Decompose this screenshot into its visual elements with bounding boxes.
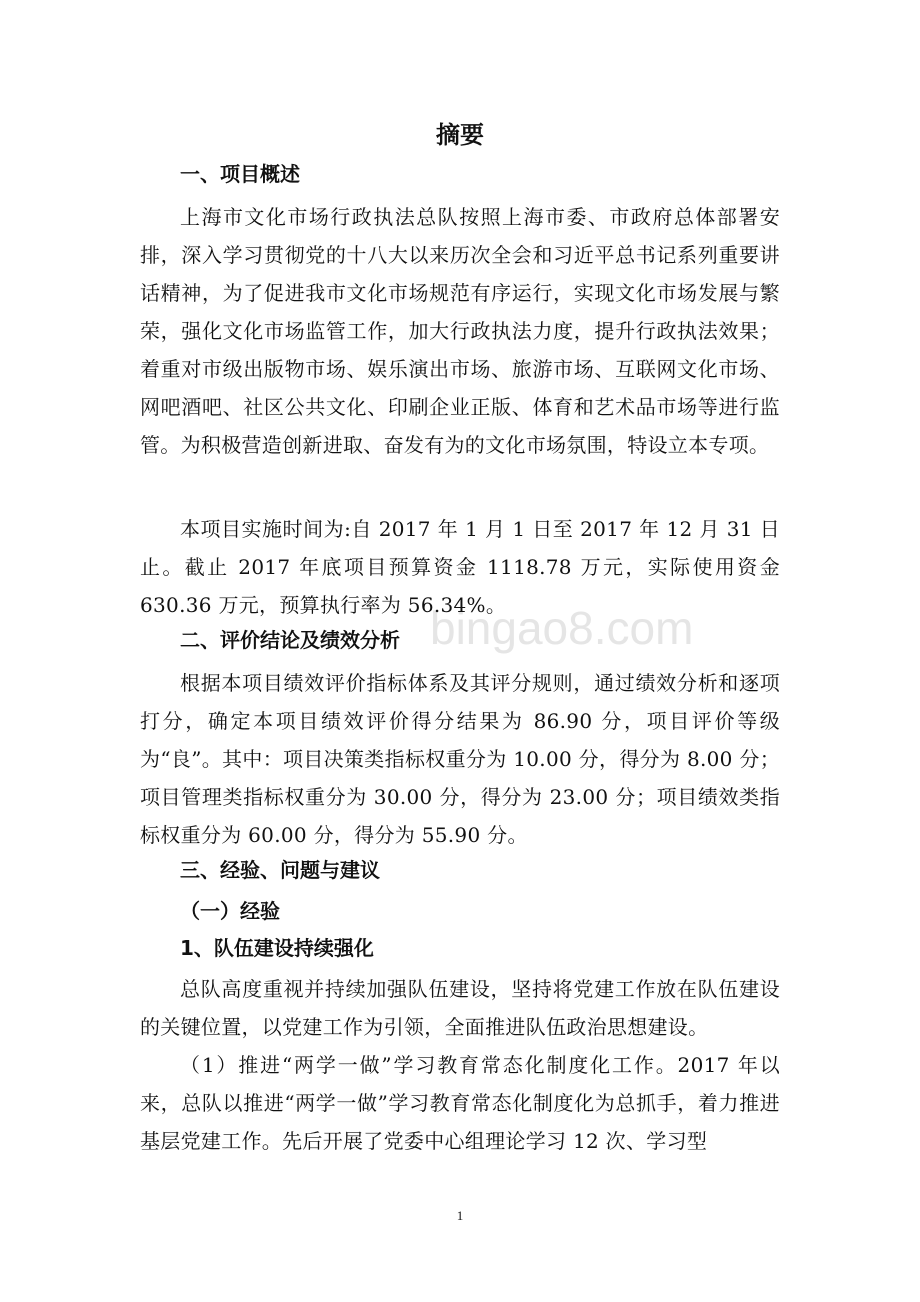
two-studies-paragraph: （1）推进“两学一做”学习教育常态化制度化工作。2017 年以来，总队以推进“两学一做”学习教育常态化制度化为总抓手，着力推进基层党建工作。先后开展了党委中心组理论学习 12 次、学习型	[140, 1053, 780, 1153]
overview-paragraph-2: 本项目实施时间为:自 2017 年 1 月 1 日至 2017 年 12 月 31 日止。截止 2017 年底项目预算资金 1118.78 万元，实际使用资金 630.36 万元，预算执行率为 56.34%。	[140, 517, 780, 617]
overview-paragraph-1: 上海市文化市场行政执法总队按照上海市委、市政府总体部署安排，深入学习贯彻党的十八大以来历次全会和习近平总书记系列重要讲话精神，为了促进我市文化市场规范有序运行，实现文化市场发展与繁荣，强化文化市场监管工作，加大行政执法力度，提升行政执法效果；着重对市级出版物市场、娱乐演出市场、旅游市场、互联网文化市场、网吧酒吧、社区公共文化、印刷企业正版、体育和艺术品市场等进行监管。为积极营造创新进取、奋发有为的文化市场氛围，特设立本专项。	[140, 205, 780, 457]
section-heading-experience: 三、经验、问题与建议	[180, 858, 380, 882]
evaluation-paragraph: 根据本项目绩效评价指标体系及其评分规则，通过绩效分析和逐项打分，确定本项目绩效评价得分结果为 86.90 分，项目评价等级为“良”。其中：项目决策类指标权重分为 10.00 分，得分为 8.00 分；项目管理类指标权重分为 30.00 分，得分为 23.00 分；项目绩效类指标权重分为 60.00 分，得分为 55.90 分。	[140, 671, 780, 847]
watermark: bingao8.com	[430, 602, 694, 654]
page-number: 1	[456, 1208, 464, 1223]
item-heading-team-building: 1、队伍建设持续强化	[180, 936, 374, 960]
section-heading-overview: 一、项目概述	[180, 162, 300, 186]
team-building-paragraph: 总队高度重视并持续加强队伍建设，坚持将党建工作放在队伍建设的关键位置，以党建工作为引领，全面推进队伍政治思想建设。	[140, 977, 780, 1039]
page-title: 摘要	[436, 121, 484, 149]
subheading-experience: （一）经验	[180, 899, 280, 923]
section-heading-evaluation: 二、评价结论及绩效分析	[180, 628, 400, 652]
